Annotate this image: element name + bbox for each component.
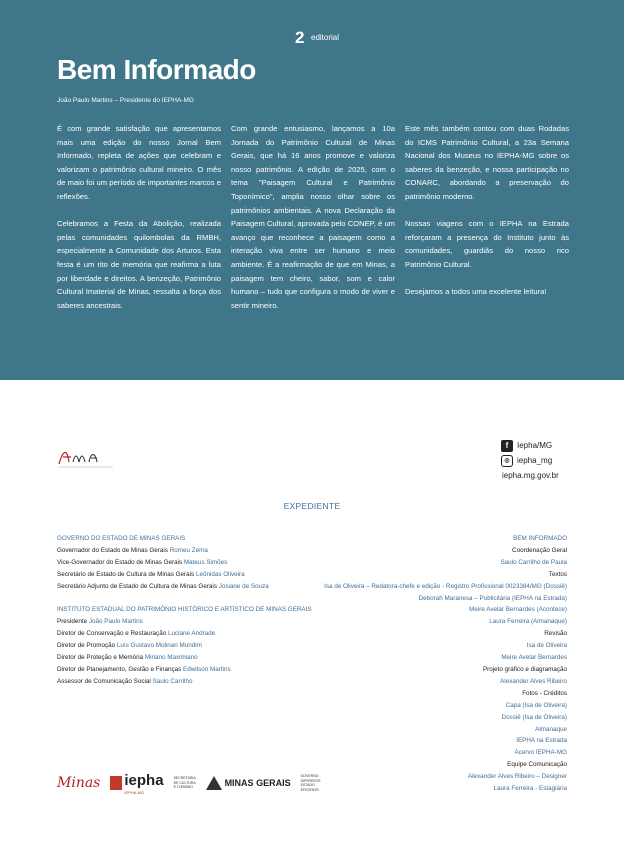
page-title: Bem Informado — [57, 54, 256, 85]
paragraph: Este mês também contou com duas Rodadas do ICMS Patrimônio Cultural, a 23a Semana Nacional dos Museus no IEPHA-MG sobre os saberes da benzeção, e nossa participação no CONARC, abordando a preservação do patrimônio moderno. — [405, 124, 569, 201]
credit-name: Leônidas Oliveira — [195, 570, 245, 578]
expediente-right — [324, 533, 567, 795]
credit-name: Miriano Maximiano — [144, 654, 198, 662]
iepha-logo-sub: IEPHA-MG — [124, 789, 145, 795]
credit-role: Governador do Estado de Minas Gerais — [57, 546, 168, 554]
credit-name: Isa de Oliveira — [526, 642, 567, 650]
iepha-logo — [110, 772, 163, 795]
credit-name: Mateus Simões — [183, 558, 228, 566]
credit-row — [57, 557, 312, 569]
credit-name: Laura Ferreira (Almanaque) — [489, 618, 567, 626]
author-line: João Paulo Martins – Presidente do IEPHA-MG — [57, 97, 194, 104]
credit-name: Acervo IEPHA-MG — [514, 749, 567, 757]
credit-name: Saulo Carrilho de Paula — [500, 558, 567, 566]
credit-role: Coordenação Geral — [512, 546, 567, 554]
credit-name: IEPHA na Estrada — [516, 737, 567, 745]
credit-role: Projeto gráfico e diagramação — [482, 665, 567, 673]
credit-name: Dossiê (Isa de Oliveira) — [501, 713, 567, 721]
paragraph: Nossas viagens com o IEPHA na Estrada reforçaram a presença do Instituto junto às comunidades, guardiãs do nosso rico Patrimônio Cultural. — [405, 219, 569, 269]
website-link[interactable]: iepha.mg.gov.br — [502, 471, 559, 480]
credit-role: Revisão — [544, 630, 567, 638]
credit-row — [57, 616, 312, 628]
credit-role: Diretor de Proteção e Memória — [57, 654, 144, 662]
instagram-link[interactable] — [501, 453, 559, 468]
paragraph: É com grande satisfação que apresentamos mais uma edição do nosso Jornal Bem Informado, repleta de ações que celebram e valorizam o patrimônio cultural mineiro. O mês de maio foi um período de importantes marcos e reflexões. — [57, 124, 221, 201]
governo-header: GOVERNO DO ESTADO DE MINAS GERAIS — [57, 535, 186, 542]
credit-role: Vice-Governador do Estado de Minas Gerais — [57, 558, 183, 566]
credit-name: Capa (Isa de Oliveira) — [505, 701, 567, 709]
credit-name: Josiane de Souza — [218, 582, 269, 590]
credit-role: Diretor de Planejamento, Gestão e Finanças — [57, 665, 182, 673]
iepha-mark-icon — [110, 776, 122, 790]
instituto-header: INSTITUTO ESTADUAL DO PATRIMÔNIO HISTÓRICO E ARTÍSTICO DE MINAS GERAIS — [57, 606, 312, 614]
editorial-header-panel — [0, 0, 624, 380]
credit-name: Alexander Alves Ribeiro — [500, 677, 567, 685]
credit-row — [57, 569, 312, 581]
paragraph: Desejamos a todos uma excelente leitura! — [405, 287, 547, 297]
credit-name: Alexander Alves Ribeiro – Designer — [467, 773, 567, 781]
credit-role: Diretor de Conservação e Restauração — [57, 630, 167, 638]
credit-role: Diretor de Promoção — [57, 642, 116, 650]
expediente-left — [57, 533, 312, 688]
page-number: 2 — [295, 28, 305, 47]
credit-name: Luís Gustavo Molinari Mundim — [116, 642, 202, 650]
secretaria-logo: SECRETARIA DE CULTURA E TURISMO — [173, 776, 196, 790]
facebook-handle: Iepha/MG — [517, 441, 553, 450]
paragraph: Com grande entusiasmo, lançamos a 10a Jornada do Patrimônio Cultural de Minas Gerais, que há 16 anos promove e valoriza nosso patrimônio. A edição de 2025, com o tema "Paisagem Cultural e Patrimônio Toponímico", amplia nosso olhar sobre os patrimônios ambientais. A nova Declaração da Paisagem Cultural, aprovada pelo CONEP, é um avanço que reconhece a paisagem como a interação viva entre ser humano e meio ambiente. É a reafirmação de que em Minas, a paisagem tem cheiro, sabor, som e calor humano – tudo que configura o modo de viver e sentir mineiro. — [231, 124, 395, 310]
footer-logos — [57, 772, 331, 794]
credit-row — [57, 628, 312, 640]
instagram-icon: ◎ — [501, 455, 513, 467]
credit-row — [57, 676, 312, 688]
credit-name: Luciane Andrade — [167, 630, 216, 638]
credit-name: Meire Avelar Bernardes — [501, 654, 567, 662]
credit-name: Deborah Maranesa – Publicitária (IEPHA na Estrada) — [418, 594, 567, 602]
credit-name: Edwilson Martins — [183, 665, 231, 673]
credit-name: Romeu Zema — [169, 546, 208, 554]
credit-row — [57, 545, 312, 557]
credit-row — [57, 664, 312, 676]
minas-logo: Minas — [57, 775, 101, 791]
credit-row — [57, 640, 312, 652]
credit-role: Presidente — [57, 618, 88, 626]
facebook-link[interactable] — [501, 438, 559, 453]
minas-gerais-logo — [206, 776, 291, 790]
triangle-icon — [206, 776, 222, 790]
credit-name: João Paulo Martins — [88, 618, 143, 626]
paragraph: Celebramos a Festa da Abolição, realizada pelas comunidades quilombolas da RMBH, especialmente a Comunidade dos Arturos. Esta festa é um rito de memória que reafirma a luta por liberdade e direitos. A benzeção, Patrimônio Cultural Imaterial de Minas, ressalta a força dos saberes ancestrais. — [57, 219, 221, 310]
credit-name: Isa de Oliveira – Redatora-chefe e edição - Registro Profissional 0023384/MG (Dossiê) — [324, 582, 567, 590]
credit-role: Secretário Adjunto de Estado de Cultura de Minas Gerais — [57, 582, 217, 590]
iepha-logo-text: iepha — [124, 771, 164, 789]
credit-name: Saulo Carrilho — [152, 677, 193, 685]
credit-row — [57, 652, 312, 664]
text-column-3 — [405, 122, 569, 312]
credit-role: Fotos - Créditos — [522, 689, 567, 697]
credit-role: Textos — [548, 570, 567, 578]
instagram-handle: iepha_mg — [517, 456, 553, 465]
social-links — [501, 438, 559, 483]
credit-row — [57, 581, 312, 593]
minas-gerais-text: MINAS GERAIS — [224, 777, 291, 788]
credit-name: Meire Avelar Bernardes (Acontece) — [469, 606, 567, 614]
governo-slogan: GOVERNO DIFERENTE. ESTADO EFICIENTE. — [300, 774, 322, 792]
facebook-icon: f — [501, 440, 513, 452]
credit-name: Laura Ferreira - Estagiária — [493, 785, 567, 793]
section-label: editorial — [311, 33, 340, 42]
text-column-2 — [231, 122, 395, 326]
credit-role: Assessor de Comunicação Social — [57, 677, 151, 685]
credit-name: BEM INFORMADO — [513, 535, 567, 542]
credit-name: Almanaque — [535, 725, 567, 733]
text-column-1 — [57, 122, 221, 326]
ama-logo — [55, 446, 117, 470]
credit-role: Equipe Comunicação — [507, 761, 567, 769]
credit-role: Secretário de Estado de Cultura de Minas Gerais — [57, 570, 195, 578]
expediente-title: EXPEDIENTE — [283, 501, 341, 511]
